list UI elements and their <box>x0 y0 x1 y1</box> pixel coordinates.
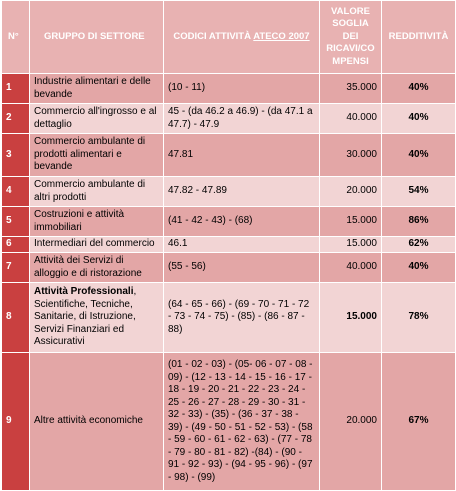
row-gruppo: Commercio ambulante di altri prodotti <box>30 177 164 207</box>
row-valore: 20.000 <box>320 177 382 207</box>
header-codici <box>164 1 320 74</box>
row-gruppo: Altre attività economiche <box>30 353 164 491</box>
row-redditivita: 54% <box>382 177 456 207</box>
header-valore: VALORE SOGLIA DEI RICAVI/CO MPENSI <box>320 1 382 74</box>
row-gruppo: Intermediari del commercio <box>30 237 164 253</box>
row-gruppo-rest: , Scientifiche, Tecniche, Sanitarie, di Istruzione, Servizi Finanziari ed Assicurativi <box>34 286 137 348</box>
table-row <box>2 353 456 491</box>
header-row <box>2 1 456 74</box>
row-redditivita: 40% <box>382 134 456 177</box>
row-redditivita: 62% <box>382 237 456 253</box>
row-gruppo: Costruzioni e attività immobiliari <box>30 207 164 237</box>
table-row <box>2 253 456 283</box>
table-row <box>2 177 456 207</box>
row-codici: 47.82 - 47.89 <box>164 177 320 207</box>
row-gruppo <box>30 283 164 353</box>
table-row <box>2 237 456 253</box>
header-redditivita: REDDITIVITÀ <box>382 1 456 74</box>
row-valore: 15.000 <box>320 237 382 253</box>
row-number: 2 <box>2 104 30 134</box>
row-redditivita: 40% <box>382 104 456 134</box>
row-valore: 40.000 <box>320 104 382 134</box>
row-number: 6 <box>2 237 30 253</box>
row-gruppo: Industrie alimentari e delle bevande <box>30 74 164 104</box>
row-redditivita: 86% <box>382 207 456 237</box>
row-valore: 30.000 <box>320 134 382 177</box>
row-valore: 15.000 <box>320 207 382 237</box>
row-number: 1 <box>2 74 30 104</box>
row-valore: 40.000 <box>320 253 382 283</box>
row-codici: 45 - (da 46.2 a 46.9) - (da 47.1 a 47.7) - 47.9 <box>164 104 320 134</box>
row-gruppo: Commercio all'ingrosso e al dettaglio <box>30 104 164 134</box>
row-gruppo: Commercio ambulante di prodotti alimentari e bevande <box>30 134 164 177</box>
row-redditivita: 40% <box>382 253 456 283</box>
ateco-link[interactable]: ATECO 2007 <box>253 30 310 42</box>
row-codici: (41 - 42 - 43) - (68) <box>164 207 320 237</box>
row-codici: (01 - 02 - 03) - (05- 06 - 07 - 08 - 09) - (12 - 13 - 14 - 15 - 16 - 17 - 18 - 19 - 20 - 21 - 22 - 23 - 24 - 25 - 26 - 27 - 28 - 29 - 30 - 31 - 32 - 33) - (35) - (36 - 37 - 38 - 39) - (49 - 50 - 51 - 52 - 53) - (58 - 59 - 60 - 61 - 62 - 63) - (77 - 78 - 79 - 80 - 81 - 82) -(84) - (90 - 91 - 92 - 93) - (94 - 95 - 96) - (97 - 98) - (99) <box>164 353 320 491</box>
table-row <box>2 74 456 104</box>
row-redditivita: 67% <box>382 353 456 491</box>
row-valore: 20.000 <box>320 353 382 491</box>
row-redditivita: 40% <box>382 74 456 104</box>
row-codici: (10 - 11) <box>164 74 320 104</box>
row-number: 3 <box>2 134 30 177</box>
header-num: N° <box>2 1 30 74</box>
table-row <box>2 207 456 237</box>
row-codici: (64 - 65 - 66) - (69 - 70 - 71 - 72 - 73 - 74 - 75) - (85) - (86 - 87 - 88) <box>164 283 320 353</box>
table-row <box>2 283 456 353</box>
header-gruppo: GRUPPO DI SETTORE <box>30 1 164 74</box>
row-number: 7 <box>2 253 30 283</box>
row-number: 9 <box>2 353 30 491</box>
table-row <box>2 134 456 177</box>
row-redditivita: 78% <box>382 283 456 353</box>
row-gruppo-bold: Attività Professionali <box>34 286 134 298</box>
row-number: 5 <box>2 207 30 237</box>
header-codici-prefix: CODICI ATTIVITÀ <box>173 30 251 42</box>
row-valore: 15.000 <box>320 283 382 353</box>
row-codici: 47.81 <box>164 134 320 177</box>
row-codici: 46.1 <box>164 237 320 253</box>
row-valore: 35.000 <box>320 74 382 104</box>
forfettario-table <box>1 0 456 491</box>
row-gruppo: Attività dei Servizi di alloggio e di ristorazione <box>30 253 164 283</box>
row-number: 4 <box>2 177 30 207</box>
row-codici: (55 - 56) <box>164 253 320 283</box>
table-row <box>2 104 456 134</box>
row-number: 8 <box>2 283 30 353</box>
